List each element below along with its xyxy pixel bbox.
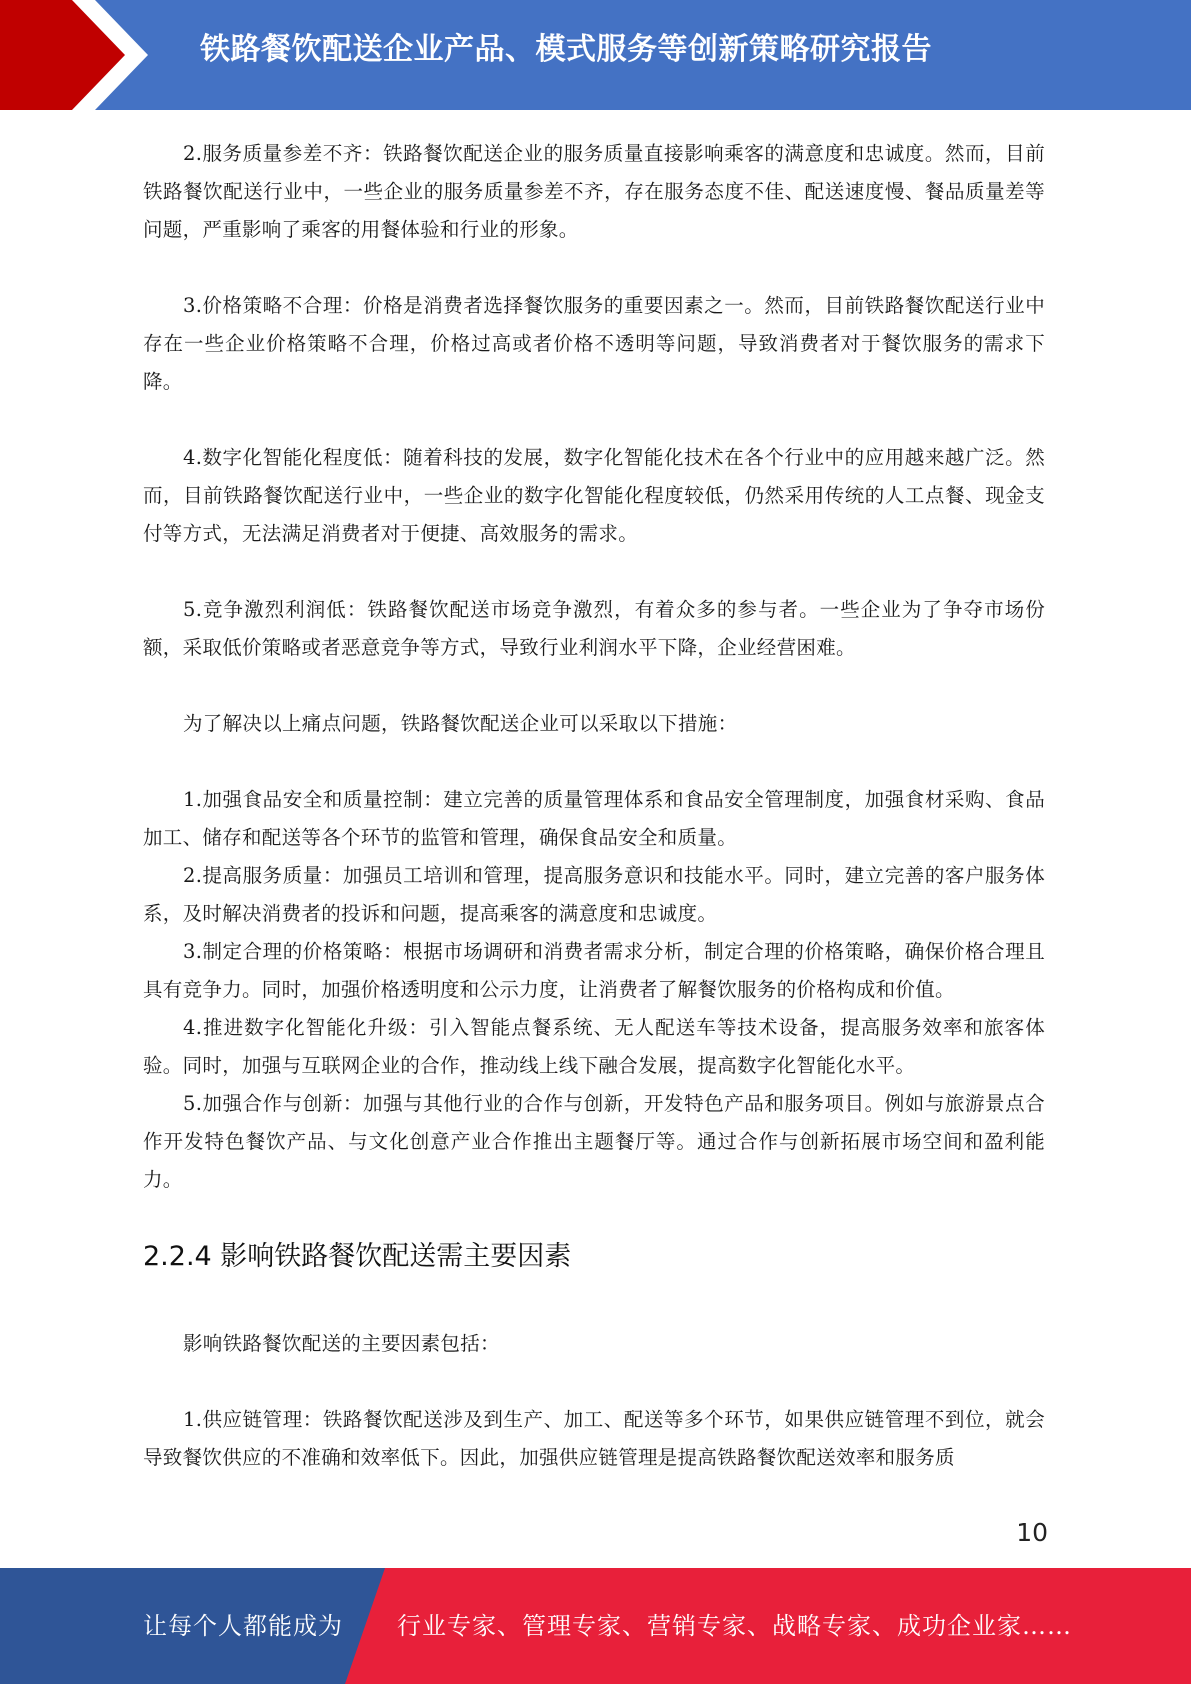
measure-item: 2.提高服务质量：加强员工培训和管理，提高服务意识和技能水平。同时，建立完善的客户服务体系，及时解决消费者的投诉和问题，提高乘客的满意度和忠诚度。 [143, 864, 1045, 925]
paragraph: 为了解决以上痛点问题，铁路餐饮配送企业可以采取以下措施： [183, 712, 738, 735]
section-heading: 2.2.4 影响铁路餐饮配送需主要因素 [143, 1241, 572, 1272]
paragraph: 4.数字化智能化程度低：随着科技的发展，数字化智能化技术在各个行业中的应用越来越广泛。然而，目前铁路餐饮配送行业中，一些企业的数字化智能化程度较低，仍然采用传统的人工点餐、现金支付等方式，无法满足消费者对于便捷、高效服务的需求。 [143, 446, 1045, 545]
document-body [143, 135, 1045, 1477]
paragraph: 1.供应链管理：铁路餐饮配送涉及到生产、加工、配送等多个环节，如果供应链管理不到位，就会导致餐饮供应的不准确和效率低下。因此，加强供应链管理是提高铁路餐饮配送效率和服务质 [143, 1408, 1045, 1469]
measure-item: 4.推进数字化智能化升级：引入智能点餐系统、无人配送车等技术设备，提高服务效率和旅客体验。同时，加强与互联网企业的合作，推动线上线下融合发展，提高数字化智能化水平。 [143, 1016, 1045, 1077]
measure-item: 5.加强合作与创新：加强与其他行业的合作与创新，开发特色产品和服务项目。例如与旅游景点合作开发特色餐饮产品、与文化创意产业合作推出主题餐厅等。通过合作与创新拓展市场空间和盈利能力。 [143, 1092, 1045, 1191]
section-intro: 影响铁路餐饮配送的主要因素包括： [183, 1332, 500, 1355]
paragraph: 5.竞争激烈利润低：铁路餐饮配送市场竞争激烈，有着众多的参与者。一些企业为了争夺市场份额，采取低价策略或者恶意竞争等方式，导致行业利润水平下降，企业经营困难。 [143, 598, 1045, 659]
footer-slogan-left: 让每个人都能成为 [143, 1612, 343, 1640]
measure-item: 1.加强食品安全和质量控制：建立完善的质量管理体系和食品安全管理制度，加强食材采购、食品加工、储存和配送等各个环节的监管和管理，确保食品安全和质量。 [143, 788, 1045, 849]
footer-slogan-right: 行业专家、管理专家、营销专家、战略专家、成功企业家…… [397, 1612, 1072, 1640]
report-title: 铁路餐饮配送企业产品、模式服务等创新策略研究报告 [200, 32, 932, 67]
page-footer [0, 1568, 1191, 1684]
page-number: 10 [1016, 1518, 1048, 1547]
paragraph: 3.价格策略不合理：价格是消费者选择餐饮服务的重要因素之一。然而，目前铁路餐饮配送行业中存在一些企业价格策略不合理，价格过高或者价格不透明等问题，导致消费者对于餐饮服务的需求下降。 [143, 294, 1045, 393]
paragraph: 2.服务质量参差不齐：铁路餐饮配送企业的服务质量直接影响乘客的满意度和忠诚度。然而，目前铁路餐饮配送行业中，一些企业的服务质量参差不齐，存在服务态度不佳、配送速度慢、餐品质量差等问题，严重影响了乘客的用餐体验和行业的形象。 [143, 142, 1045, 241]
measure-item: 3.制定合理的价格策略：根据市场调研和消费者需求分析，制定合理的价格策略，确保价格合理且具有竞争力。同时，加强价格透明度和公示力度，让消费者了解餐饮服务的价格构成和价值。 [143, 940, 1045, 1001]
page-header [0, 0, 1191, 110]
